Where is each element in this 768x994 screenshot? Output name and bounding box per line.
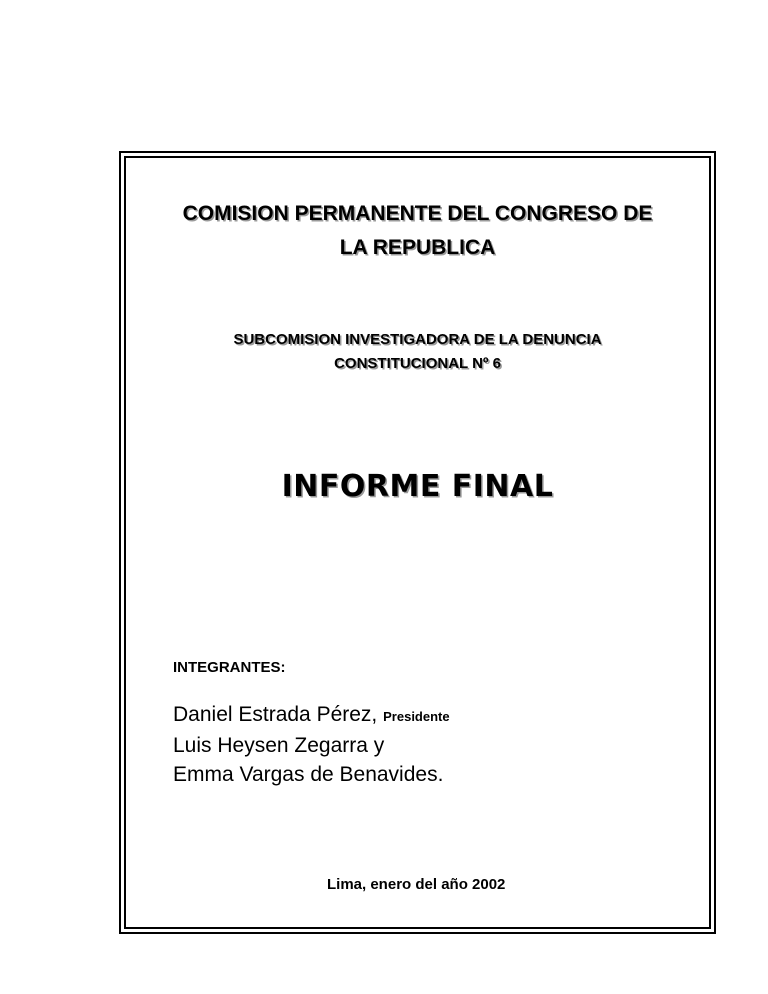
member-item xyxy=(173,700,450,731)
member-name: Emma Vargas de Benavides. xyxy=(173,763,444,786)
commission-line-2: LA REPUBLICA xyxy=(339,236,496,259)
subcommission-line-1: SUBCOMISION INVESTIGADORA DE LA DENUNCIA xyxy=(233,331,602,348)
subcommission-line-2: CONSTITUCIONAL Nº 6 xyxy=(334,355,501,372)
member-item xyxy=(173,760,450,789)
member-name: Daniel Estrada Pérez, xyxy=(173,703,378,726)
member-name: Luis Heysen Zegarra y xyxy=(173,734,385,757)
members-list xyxy=(173,700,450,789)
member-item xyxy=(173,731,450,760)
members-label: INTEGRANTES: xyxy=(173,659,286,676)
commission-line-1: COMISION PERMANENTE DEL CONGRESO DE xyxy=(182,202,653,225)
place-date: Lima, enero del año 2002 xyxy=(327,876,506,893)
subcommission-heading xyxy=(124,328,711,376)
commission-heading xyxy=(124,197,711,265)
cover-inner-border xyxy=(124,156,711,929)
report-title: INFORME FINAL xyxy=(281,469,554,504)
member-role: Presidente xyxy=(383,709,450,724)
